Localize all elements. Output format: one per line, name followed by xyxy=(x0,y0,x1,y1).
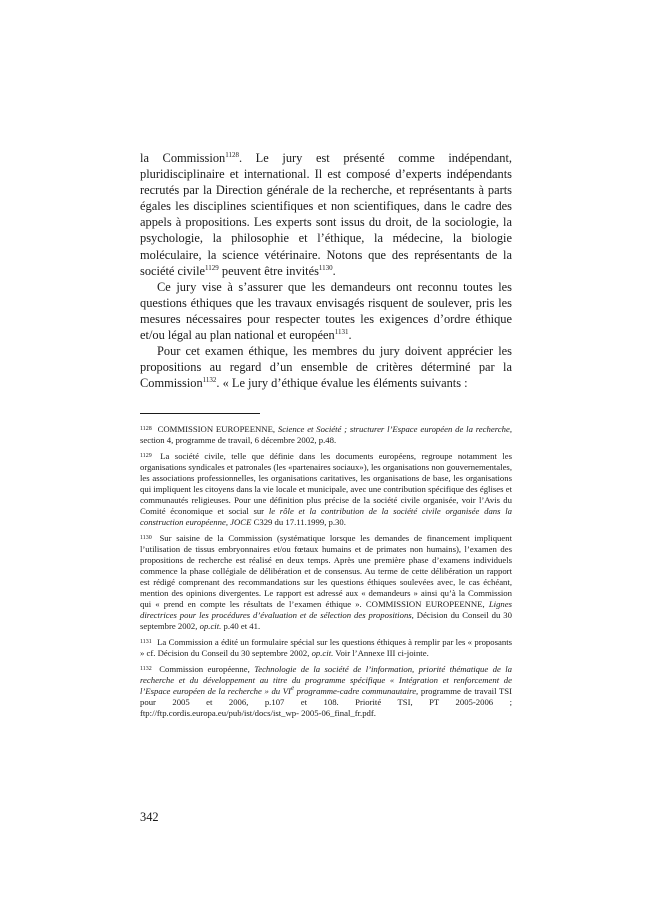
text-run: COMMISSION EUROPEENNE, xyxy=(154,424,278,435)
footnote-reference: 1132 xyxy=(202,376,217,385)
footnote-1128 xyxy=(140,424,512,446)
text-run: p.40 et 41. xyxy=(221,621,261,632)
footnote-reference: 1131 xyxy=(334,327,349,336)
italic-run: programme-cadre communautaire, xyxy=(294,686,419,697)
text-run: . xyxy=(332,263,336,278)
text-run: Commission européenne, xyxy=(154,664,255,675)
footnote-1131 xyxy=(140,637,512,659)
footnote-number: 1129 xyxy=(140,453,152,460)
text-run: , section 4, programme de travail, 6 décembre 2002, p.48. xyxy=(140,424,512,446)
paragraph-1 xyxy=(140,150,512,279)
footnote-1130 xyxy=(140,533,512,632)
text-run: La Commission a édité un formulaire spécial sur les questions éthiques à remplir par les « proposants » cf. Décision du Conseil du 30 septembre 2002, xyxy=(140,637,512,659)
text-run: C329 du 17.11.1999, p.30. xyxy=(251,517,346,528)
text-run: peuvent être invités xyxy=(218,263,319,278)
paragraph-2 xyxy=(140,279,512,343)
main-text xyxy=(140,150,512,391)
italic-run: Science et Société ; structurer l’Espace européen de la recherche xyxy=(277,424,510,435)
text-run: la Commission xyxy=(140,151,226,165)
footnote-separator xyxy=(140,413,260,414)
text-run: La société civile, telle que définie dans les documents européens, regroupe notamment les organisations syndicales et patronales (les «partenaires sociaux»), les organisations non gouvernementales, les associations professionnelles, les organisations caritatives, les organisations de base, les organisations qui impliquent les citoyens dans la vie locale et municipale, avec une contribution spécifique des églises et communautés religieuses. Pour une définition plus précise de la société civile organisée, voir l’Avis du Comité économique et social sur xyxy=(140,451,512,517)
superscript: e xyxy=(290,684,295,693)
italic-run: Lignes directrices pour les procédures d’évaluation et de sélection des propositions, xyxy=(140,599,512,621)
footnotes xyxy=(140,424,512,719)
footnote-number: 1131 xyxy=(140,639,152,646)
italic-run: op.cit. xyxy=(311,648,334,659)
footnote-number: 1128 xyxy=(140,426,152,433)
footnote-1129 xyxy=(140,451,512,528)
italic-run: JOCE xyxy=(230,517,252,528)
text-run: , xyxy=(225,517,231,528)
text-run: Sur saisine de la Commission (systématique lorsque les demandes de financement impliquent l’utilisation de tissus embryonnaires et/ou fœtaux humains et de primates non humains), l’examen des propositions de recherche est réalisé en deux temps. Après une première phase d’examens individuels commence la phase collégiale de délibération et de consensus. Au terme de cette délibération un rapport est rédigé comprenant des recommandations sur les questions éthiques soulevées avec, le cas échéant, mention des opinions divergentes. Le rapport est adressé aux « demandeurs » ainsi qu’à la Commission qui « prend en compte les résultats de l’examen éthique ». COMMISSION EUROPEENNE, xyxy=(140,533,512,610)
footnote-1132 xyxy=(140,664,512,719)
italic-run: Technologie de la société de l’information, priorité thématique de la recherche et du développement au titre du programme spécifique « Intégration et renforcement de l’Espace européen de la recherche » du VI xyxy=(140,664,512,697)
footnote-number: 1130 xyxy=(140,535,152,542)
text-run: . xyxy=(348,328,352,343)
text-run: Décision du Conseil du 30 septembre 2002, xyxy=(140,610,512,632)
text-run: Ce jury vise à s’assurer que les demandeurs ont reconnu toutes les questions éthiques que les travaux envisagés risquent de soulever, pris les mesures nécessaires pour respecter toutes les exigences d’ordre éthique et/ou légal au plan national et européen xyxy=(140,279,512,343)
page-content xyxy=(140,150,512,724)
paragraph-3 xyxy=(140,343,512,391)
footnote-reference: 1128 xyxy=(225,150,239,159)
footnote-reference: 1129 xyxy=(205,263,219,272)
italic-run: op.cit. xyxy=(199,621,222,632)
italic-run: le rôle et la contribution de la société civile organisée dans la construction européenne xyxy=(140,506,513,528)
footnote-reference: 1130 xyxy=(318,263,333,272)
text-run: . Le jury est présenté comme indépendant, pluridisciplinaire et international. Il est composé d’experts indépendants recrutés par la Direction générale de la recherche, et représentants à parts égales les disciplines scientifiques et non scientifiques, dans le cadre des appels à propositions. Les experts sont issus du droit, de la sociologie, la psychologie, la philosophie et l’éthique, la médecine, la biologie moléculaire, la science vétérinaire. Notons que des représentants de la société civile xyxy=(140,151,512,278)
page-number: 342 xyxy=(140,810,159,824)
footnote-number: 1132 xyxy=(140,666,152,673)
text-run: Pour cet examen éthique, les membres du jury doivent apprécier les propositions au regard d’un ensemble de critères déterminé par la Commission xyxy=(140,344,512,391)
text-run: programme de travail TSI pour 2005 et 2006, p.107 et 108. Priorité TSI, PT 2005-2006 ; ftp://ftp.cordis.europa.eu/pub/ist/docs/ist_wp- 2005-06_final_fr.pdf. xyxy=(140,686,512,719)
text-run: . « Le jury d’éthique évalue les éléments suivants : xyxy=(216,376,468,391)
text-run: Voir l’Annexe III ci-jointe. xyxy=(333,648,429,659)
